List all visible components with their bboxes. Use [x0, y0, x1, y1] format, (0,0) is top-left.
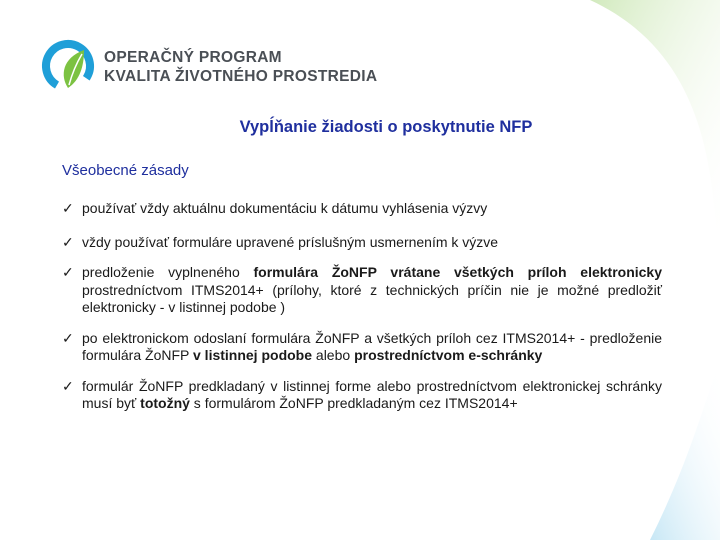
rules-list — [62, 200, 662, 426]
rule-text: formulár ŽoNFP predkladaný v listinnej forme alebo prostredníctvom elektronickej schránky musí byť — [82, 377, 662, 411]
rule-text: používať vždy aktuálnu dokumentáciu k dátumu vyhlásenia výzvy — [82, 200, 488, 216]
bold-text: prostredníctvom e-schránky — [354, 347, 543, 363]
list-item — [62, 264, 662, 317]
bold-text: formulára ŽoNFP vrátane všetkých príloh elektronicky — [253, 264, 662, 280]
rule-text: vždy používať formuláre upravené príslušným usmernením k výzve — [82, 233, 499, 250]
list-item — [62, 234, 662, 252]
logo-line-1: OPERAČNÝ PROGRAM — [104, 49, 282, 66]
rule-text: prostredníctvom ITMS2014+ (prílohy, ktoré z technických príčin nie je možné predložiť elektronicky - v listinnej podobe ) — [82, 281, 662, 315]
bold-text: totožný — [140, 395, 190, 411]
checkmark-icon: ✓ — [62, 233, 74, 250]
logo-line-2: KVALITA ŽIVOTNÉHO PROSTREDIA — [104, 68, 378, 85]
rule-text: predloženie vyplneného — [82, 264, 254, 280]
list-item — [62, 378, 662, 413]
page-title: Vypĺňanie žiadosti o poskytnutie NFP — [239, 118, 533, 136]
opkzp-leaf-ring-logo-icon — [38, 36, 98, 96]
rule-text: alebo — [312, 347, 355, 363]
checkmark-icon: ✓ — [62, 264, 74, 280]
program-logo — [38, 36, 378, 96]
checkmark-icon: ✓ — [62, 329, 74, 346]
checkmark-icon: ✓ — [62, 377, 74, 394]
list-item — [62, 200, 662, 218]
list-item — [62, 330, 662, 365]
rule-text: po elektronickom odoslaní formulára ŽoNFP a všetkých príloh cez ITMS2014+ - predloženie formulára ŽoNFP — [82, 329, 662, 363]
bold-text: v listinnej podobe — [193, 347, 313, 363]
rule-text: s formulárom ŽoNFP predkladaným cez ITMS2014+ — [189, 395, 518, 411]
section-heading: Všeobecné zásady — [62, 162, 189, 179]
checkmark-icon: ✓ — [62, 200, 74, 216]
